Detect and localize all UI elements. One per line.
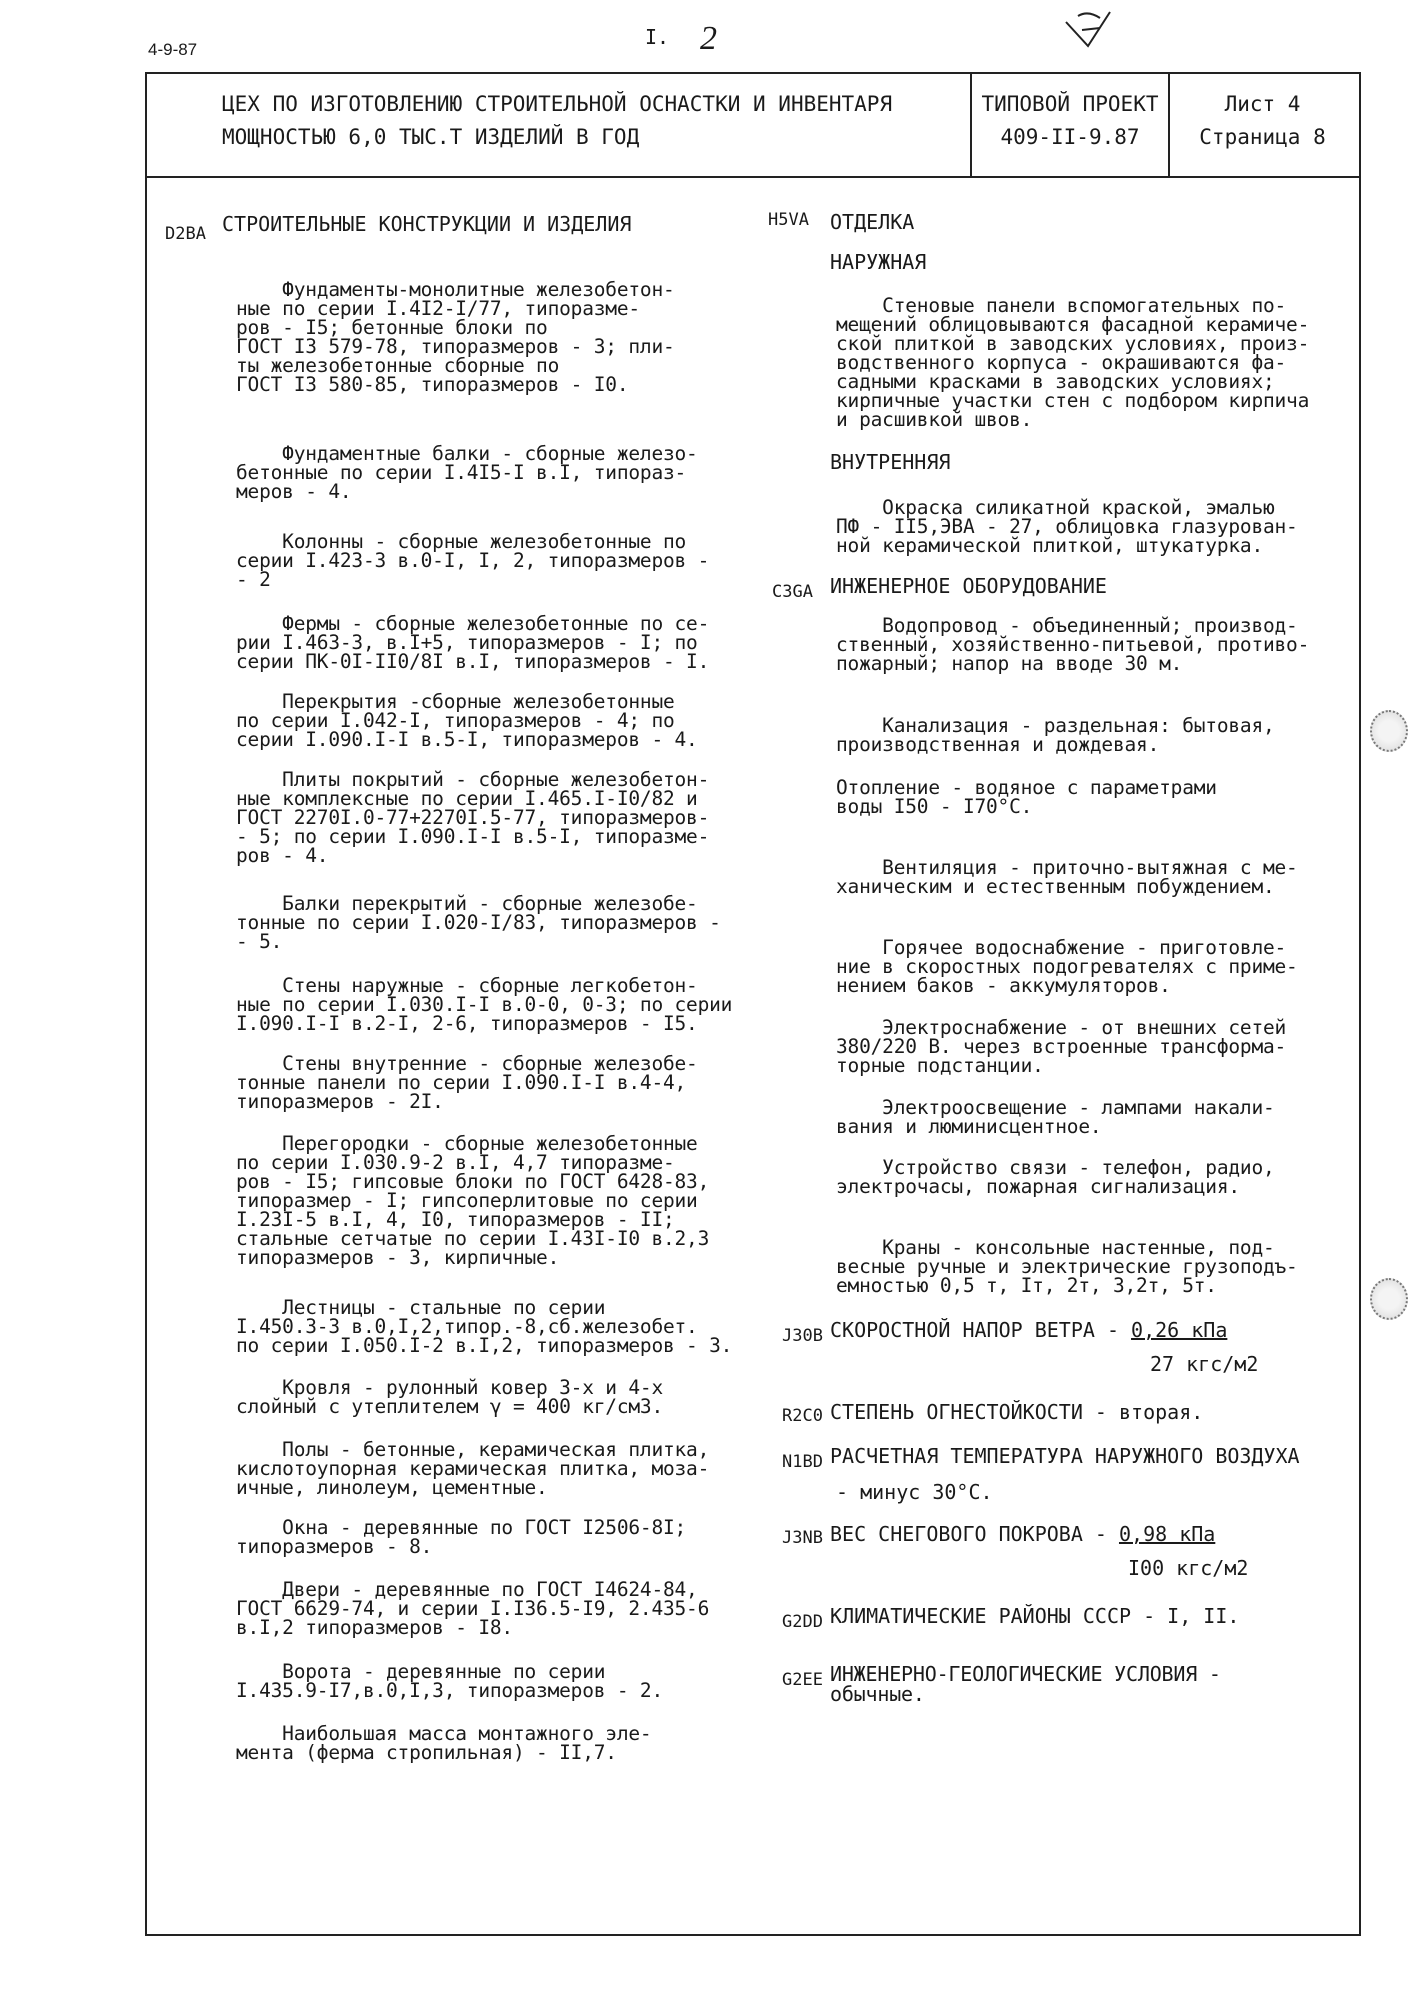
title-line-2: МОЩНОСТЬЮ 6,0 ТЫС.Т ИЗДЕЛИЙ В ГОД	[222, 125, 640, 149]
sewage-text: Канализация - раздельная: бытовая, производственная и дождевая.	[836, 714, 1275, 756]
paragraph-stairs: Лестницы - стальные по серии I.450.3-3 в.0,I,2,типор.-8,сб.железобет. по серии I.050.I-2 в.I,2, типоразмеров - 3.	[236, 1296, 733, 1357]
paragraph-max-mass: Наибольшая масса монтажного эле- мента (ферма стропильная) - II,7.	[236, 1722, 652, 1764]
paragraph-foundation-beams: Фундаментные балки - сборные железо- бетонные по серии I.4I5-I в.I, типораз- меров - 4.	[236, 442, 698, 503]
paragraph-roof-slabs: Плиты покрытий - сборные железобетон- ные комплексные по серии I.465.I-I0/82 и ГОСТ 2270I.0-77+2270I.5-77, типоразмеров- - 5; по серии I.090.I-I в.5-I, типоразме- ров - 4.	[236, 768, 710, 867]
paragraph-outer-walls: Стены наружные - сборные легкобетон- ные по серии I.030.I-I в.0-0, 0-3; по серии I.090.I-I в.2-I, 2-6, типоразмеров - I5.	[236, 974, 733, 1035]
wind-label: СКОРОСТНОЙ НАПОР ВЕТРА -	[830, 1318, 1132, 1342]
check-mark-icon	[1062, 8, 1114, 50]
sheet-cell	[1168, 88, 1357, 154]
geology-code: G2EE	[782, 1670, 823, 1690]
wind-value-kgs: 27 кгс/м2	[1150, 1352, 1259, 1376]
ventilation-text: Вентиляция - приточно-вытяжная с ме- ханическим и естественным побуждением.	[836, 856, 1298, 898]
fire-code: R2C0	[782, 1406, 823, 1426]
snow-load	[830, 1522, 1215, 1546]
snow-value-kgs: I00 кгс/м2	[1128, 1556, 1249, 1580]
project-cell	[970, 74, 1170, 178]
lighting-text: Электроосвещение - лампами накали- вания и люминисцентное.	[836, 1096, 1275, 1138]
climate-code: G2DD	[782, 1612, 823, 1632]
paragraph-floors-finish: Полы - бетонные, керамическая плитка, кислотоупорная керамическая плитка, моза- ичные, линолеум, цементные.	[236, 1438, 710, 1499]
section-code: D2BA	[165, 224, 206, 244]
engineering-heading: ИНЖЕНЕРНОЕ ОБОРУДОВАНИЕ	[830, 574, 1107, 598]
paragraph-inner-walls: Стены внутренние - сборные железобе- тонные панели по серии I.090.I-I в.4-4, типоразмеров - 2I.	[236, 1052, 698, 1113]
heating-text: Отопление - водяное с параметрами воды I50 - I70°C.	[836, 776, 1217, 818]
water-supply-text: Водопровод - объединенный; производ- ственный, хозяйственно-питьевой, противо- пожарный; напор на вводе 30 м.	[836, 614, 1310, 675]
snow-value: 0,98 кПа	[1118, 1522, 1216, 1546]
temperature-code: N1BD	[782, 1452, 823, 1472]
engineering-code: C3GA	[772, 582, 813, 602]
communication-text: Устройство связи - телефон, радио, электрочасы, пожарная сигнализация.	[836, 1156, 1275, 1198]
finish-heading: ОТДЕЛКА	[830, 210, 915, 234]
wind-pressure	[830, 1318, 1227, 1342]
paragraph-partitions: Перегородки - сборные железобетонные по серии I.030.9-2 в.I, 4,7 типоразме- ров - I5; гипсовые блоки по ГОСТ 6428-83, типоразмер - I; гипсоперлитовые по серии I.23I-5 в.I, 4, I0, типоразмеров - II; стальные сетчатые по серии I.43I-I0 в.2,3 типоразмеров - 3, кирпичные.	[236, 1132, 710, 1269]
inner-heading: ВНУТРЕННЯЯ	[830, 450, 951, 474]
section-heading: СТРОИТЕЛЬНЫЕ КОНСТРУКЦИИ И ИЗДЕЛИЯ	[222, 212, 632, 236]
snow-code: J3NB	[782, 1528, 823, 1548]
document-code: 4-9-87	[148, 40, 198, 59]
fire-resistance: СТЕПЕНЬ ОГНЕСТОЙКОСТИ - вторая.	[830, 1400, 1204, 1424]
punch-hole	[1370, 710, 1408, 752]
cranes-text: Краны - консольные настенные, под- весные ручные и электрические грузоподъ- емностью 0,5 т, Iт, 2т, 3,2т, 5т.	[836, 1236, 1298, 1297]
paragraph-columns: Колонны - сборные железобетонные по серии I.423-3 в.0-I, I, 2, типоразмеров - - 2	[236, 530, 710, 591]
project-label: ТИПОВОЙ ПРОЕКТ	[981, 92, 1159, 116]
paragraph-windows: Окна - деревянные по ГОСТ I2506-8I; типоразмеров - 8.	[236, 1516, 687, 1558]
paragraph-trusses: Фермы - сборные железобетонные по се- рии I.463-3, в.I+5, типоразмеров - I; по серии ПК-0I-II0/8I в.I, типоразмеров - I.	[236, 612, 710, 673]
wind-value: 0,26 кПа	[1131, 1318, 1228, 1342]
project-number: 409-II-9.87	[1000, 125, 1140, 149]
power-supply-text: Электроснабжение - от внешних сетей 380/220 В. через встроенные трансформа- торные подстанции.	[836, 1016, 1287, 1077]
paragraph-floor-beams: Балки перекрытий - сборные железобе- тонные по серии I.020-I/83, типоразмеров - - 5.	[236, 892, 721, 953]
paragraph-roofing: Кровля - рулонный ковер 3-х и 4-х слойный с утеплителем γ = 400 кг/см3.	[236, 1376, 663, 1418]
temperature-value: - минус 30°C.	[836, 1480, 993, 1504]
finish-code: H5VA	[768, 210, 809, 230]
outer-finish-text: Стеновые панели вспомогательных по- мещений облицовываются фасадной керамиче- ской плиткой в заводских условиях, произ- водственного корпуса - окрашиваются фа- садными красками в заводских условиях; кирпичные участки стен с подбором кирпича и расшивкой швов.	[836, 294, 1310, 431]
paragraph-gates: Ворота - деревянные по серии I.435.9-I7,в.0,I,3, типоразмеров - 2.	[236, 1660, 663, 1702]
page-number: Страница 8	[1199, 125, 1326, 149]
outer-heading: НАРУЖНАЯ	[830, 250, 927, 274]
inner-finish-text: Окраска силикатной краской, эмалью ПФ - II5,ЭВА - 27, облицовка глазурован- ной керамической плиткой, штукатурка.	[836, 496, 1298, 557]
wind-code: J30B	[782, 1326, 823, 1346]
header-divider	[145, 176, 1359, 178]
hot-water-text: Горячее водоснабжение - приготовле- ние в скоростных подогревателях с приме- нением баков - аккумуляторов.	[836, 936, 1298, 997]
paragraph-doors: Двери - деревянные по ГОСТ I4624-84, ГОСТ 6629-74, и серии I.I36.5-I9, 2.435-6 в.I,2 типоразмеров - I8.	[236, 1578, 710, 1639]
sheet-number: Лист 4	[1224, 92, 1301, 116]
title-line-1: ЦЕХ ПО ИЗГОТОВЛЕНИЮ СТРОИТЕЛЬНОЙ ОСНАСТКИ И ИНВЕНТАРЯ	[222, 92, 893, 116]
climate-regions: КЛИМАТИЧЕСКИЕ РАЙОНЫ СССР - I, II.	[830, 1604, 1240, 1628]
temperature-label: РАСЧЕТНАЯ ТЕМПЕРАТУРА НАРУЖНОГО ВОЗДУХА	[830, 1444, 1300, 1468]
paragraph-floors: Перекрытия -сборные железобетонные по серии I.042-I, типоразмеров - 4; по серии I.090.I-I в.5-I, типоразмеров - 4.	[236, 690, 698, 751]
paragraph-foundations: Фундаменты-монолитные железобетон- ные по серии I.4I2-I/77, типоразме- ров - I5; бетонные блоки по ГОСТ I3 579-78, типоразмеров - 3; пли- ты железобетонные сборные по ГОСТ I3 580-85, типоразмеров - I0.	[236, 278, 675, 396]
geology-conditions: ИНЖЕНЕРНО-ГЕОЛОГИЧЕСКИЕ УСЛОВИЯ - обычные.	[830, 1662, 1221, 1706]
punch-hole	[1370, 1278, 1408, 1320]
top-mark: I.	[645, 25, 670, 49]
snow-label: ВЕС СНЕГОВОГО ПОКРОВА -	[830, 1522, 1119, 1546]
document-title	[222, 88, 892, 154]
handwritten-page-number: 2	[700, 20, 717, 57]
